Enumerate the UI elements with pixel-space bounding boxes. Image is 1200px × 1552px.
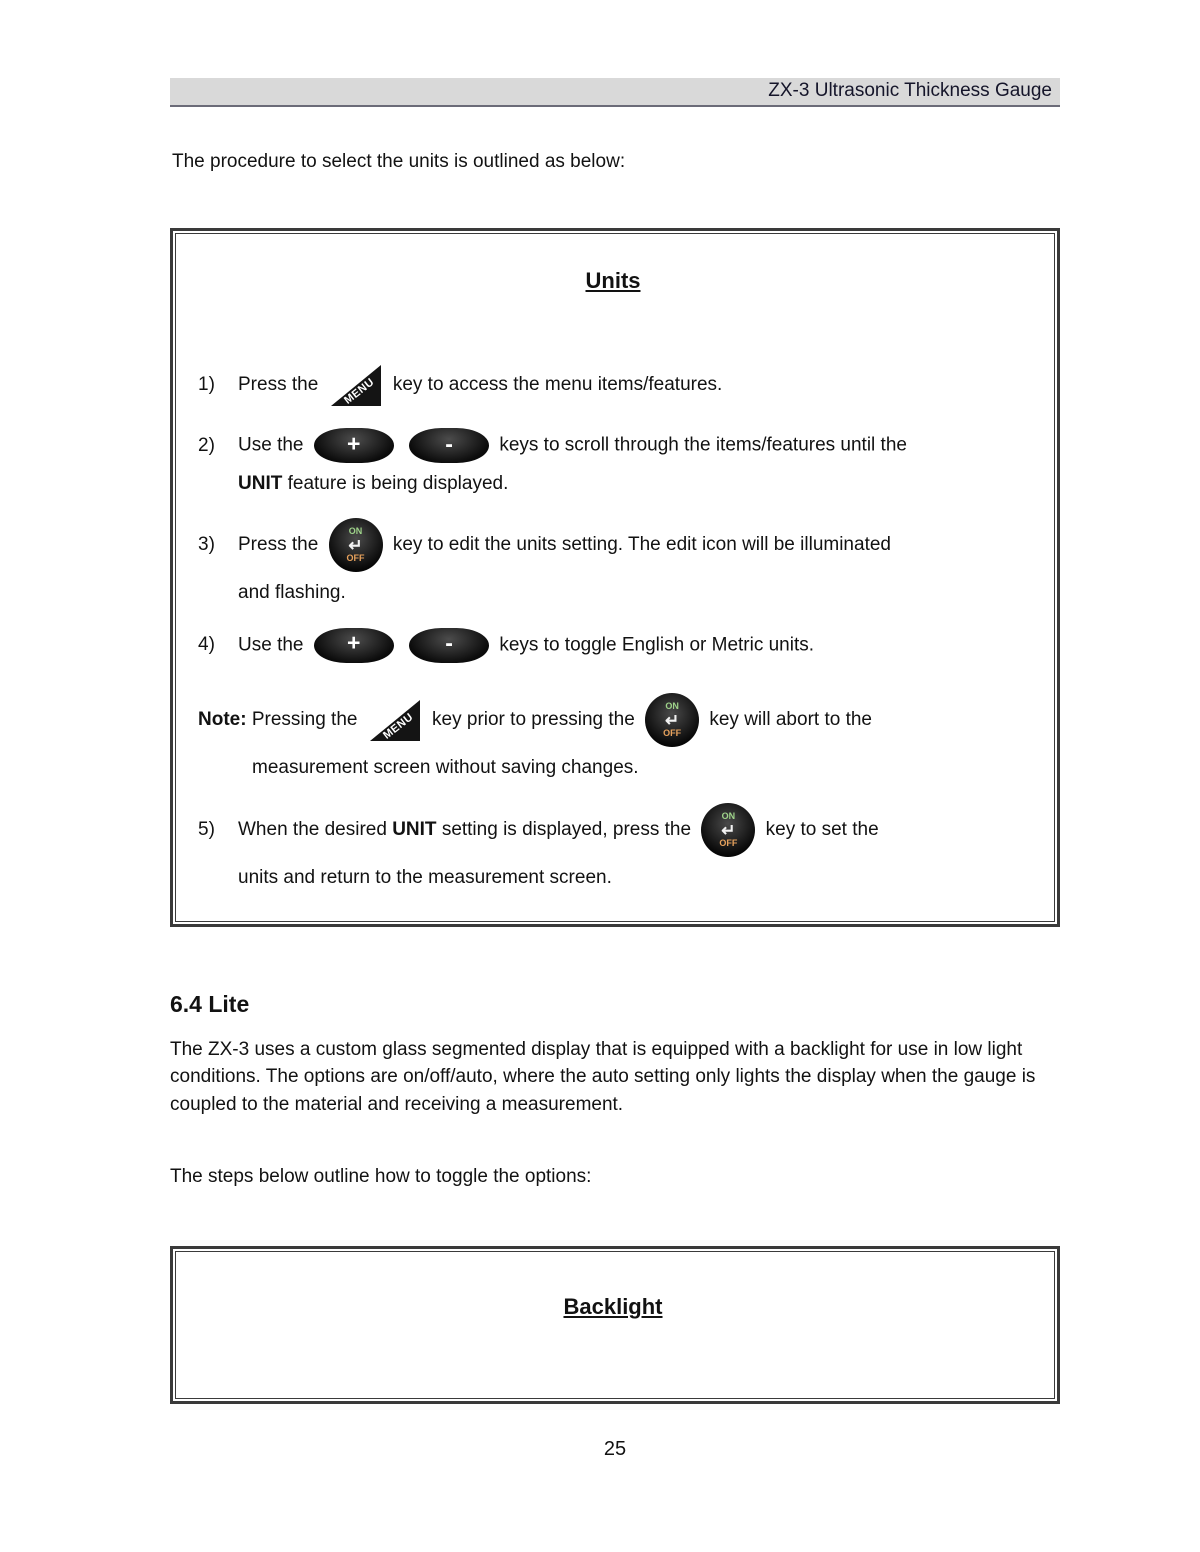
step-text: Press the MENU key to access the menu items/features. bbox=[238, 362, 1028, 408]
step-text: Press the ON ↵ OFF key to edit the units setting. The edit icon will be illuminated and flashing. bbox=[238, 518, 1028, 607]
step-number: 1) bbox=[198, 374, 215, 396]
section-heading-lite: 6.4 Lite bbox=[170, 990, 250, 1017]
plus-key-icon: + bbox=[314, 628, 394, 663]
enter-arrow-icon: ↵ bbox=[348, 536, 363, 556]
step-1 bbox=[198, 362, 1028, 408]
note-paragraph: Note: Pressing the MENU key prior to pressing the ON ↵ OFF key will abort to the measurement screen without saving changes. bbox=[198, 693, 1028, 783]
note-label: Note: bbox=[198, 708, 247, 730]
units-procedure-box bbox=[170, 228, 1060, 927]
step-number: 3) bbox=[198, 534, 215, 556]
minus-key-icon: - bbox=[409, 428, 489, 463]
page-number: 25 bbox=[603, 1438, 627, 1461]
step-text: When the desired UNIT setting is displayed, press the ON ↵ OFF key to set the units and return to the measurement screen. bbox=[238, 803, 1028, 892]
unit-keyword: UNIT bbox=[238, 473, 283, 494]
units-steps bbox=[198, 362, 1028, 893]
step-2 bbox=[198, 428, 1028, 498]
units-box-title: Units bbox=[585, 268, 641, 293]
lite-body-paragraph: The ZX-3 uses a custom glass segmented display that is equipped with a backlight for use in low light conditions. The options are on/off/auto, where the auto setting only lights the display when the gauge is coupled to the material and receiving a measurement. bbox=[170, 1038, 1036, 1115]
enter-arrow-icon: ↵ bbox=[664, 710, 680, 730]
step-text: Use the + - keys to toggle English or Metric units. bbox=[238, 628, 1028, 663]
menu-key-icon bbox=[329, 362, 383, 408]
backlight-procedure-box bbox=[170, 1246, 1060, 1404]
backlight-steps-intro: The steps below outline how to toggle the options: bbox=[170, 1166, 592, 1188]
step-number: 5) bbox=[198, 819, 215, 841]
svg-text:MENU: MENU bbox=[341, 376, 377, 407]
plus-key-icon: + bbox=[314, 428, 394, 463]
intro-paragraph: The procedure to select the units is outlined as below: bbox=[172, 151, 626, 172]
step-number: 4) bbox=[198, 634, 215, 656]
enter-arrow-icon: ↵ bbox=[721, 821, 736, 841]
minus-key-icon: - bbox=[409, 628, 489, 663]
unit-keyword: UNIT bbox=[392, 819, 437, 841]
step-number: 2) bbox=[198, 434, 215, 456]
on-off-enter-key-icon: ON ↵ OFF bbox=[329, 518, 383, 572]
on-off-enter-key-icon: ON ↵ OFF bbox=[645, 693, 699, 747]
step-text: Use the + - keys to scroll through the items/features until the UNIT feature is being displayed. bbox=[238, 428, 1028, 498]
step-3 bbox=[198, 518, 1028, 607]
menu-key-icon bbox=[368, 697, 422, 743]
backlight-box-title: Backlight bbox=[563, 1294, 663, 1320]
step-4 bbox=[198, 628, 1028, 663]
page-header bbox=[170, 78, 1060, 107]
on-off-enter-key-icon: ON ↵ OFF bbox=[701, 803, 755, 857]
svg-text:MENU: MENU bbox=[380, 710, 416, 742]
step-5 bbox=[198, 803, 1028, 892]
header-title: ZX-3 Ultrasonic Thickness Gauge bbox=[768, 80, 1052, 101]
